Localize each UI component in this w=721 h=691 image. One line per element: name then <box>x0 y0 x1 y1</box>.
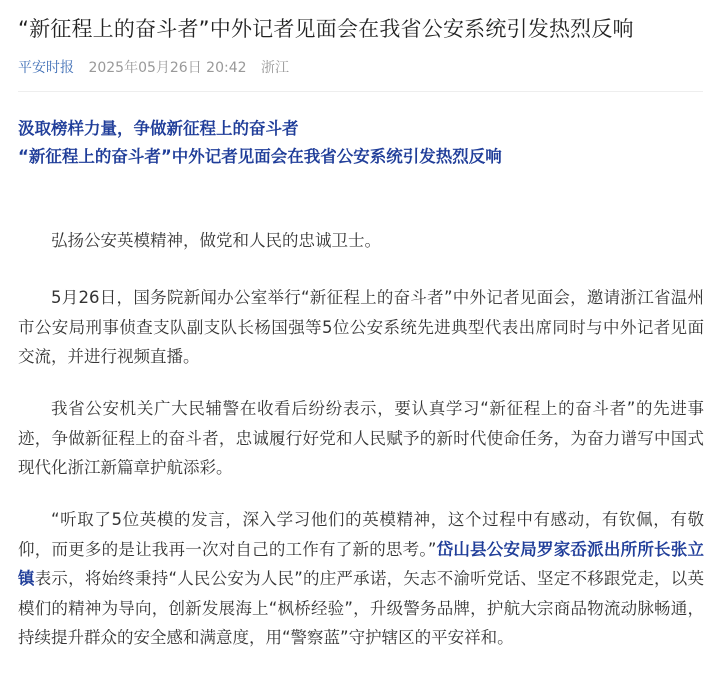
subheading-2: “新征程上的奋斗者”中外记者见面会在我省公安系统引发热烈反响 <box>18 147 502 166</box>
paragraph-2: 5月26日，国务院新闻办公室举行“新征程上的奋斗者”中外记者见面会，邀请浙江省温州市公安局刑事侦查支队副支队长杨国强等5位公安系统先进典型代表出席同时与中外记者见面交流，并进行视频直播。 <box>18 288 704 366</box>
article-title: “新征程上的奋斗者”中外记者见面会在我省公安系统引发热烈反响 <box>18 17 634 41</box>
paragraph-4 <box>18 505 704 653</box>
highlighted-name: 岱山县公安局罗家岙派出所所长张立镇 <box>18 539 704 588</box>
region-label: 浙江 <box>260 60 289 76</box>
source-link[interactable]: 平安时报 <box>18 60 74 76</box>
publish-datetime: 2025年05月26日 20:42 <box>88 60 247 76</box>
quote-text: “听取了5位英模的发言，深入学习他们的英模精神，这个过程中有感动，有钦佩，有敬仰，而更多的是让我再一次对自己的工作有了新的思考。” <box>18 510 704 559</box>
article-meta <box>18 58 289 78</box>
paragraph-3: 我省公安机关广大民辅警在收看后纷纷表示，要认真学习“新征程上的奋斗者”的先进事迹，争做新征程上的奋斗者，忠诚履行好党和人民赋予的新时代使命任务，为奋力谱写中国式现代化浙江新篇章护航添彩。 <box>18 399 704 477</box>
paragraph-1: 弘扬公安英模精神，做党和人民的忠诚卫士。 <box>51 231 381 250</box>
quote-continuation: 表示，将始终秉持“人民公安为人民”的庄严承诺，矢志不渝听党话、坚定不移跟党走，以英模们的精神为导向，创新发展海上“枫桥经验”，升级警务品牌，护航大宗商品物流动脉畅通，持续提升群众的安全感和满意度，用“警察蓝”守护辖区的平安祥和。 <box>18 569 704 647</box>
header-divider <box>18 91 703 92</box>
subheading-1: 汲取榜样力量，争做新征程上的奋斗者 <box>18 119 299 138</box>
